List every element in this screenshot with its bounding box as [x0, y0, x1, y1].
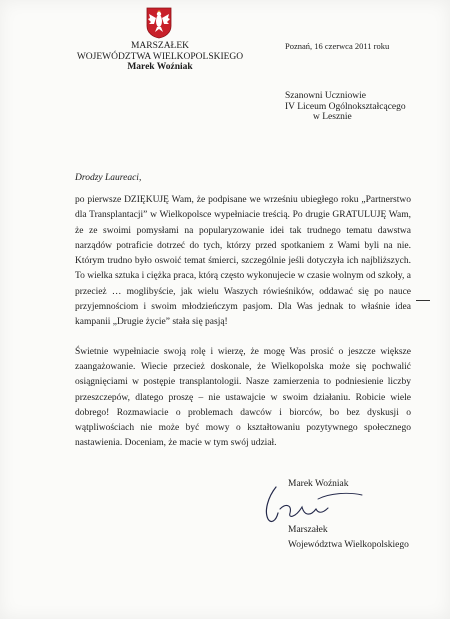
recipient-block [285, 91, 406, 123]
letter-body [75, 193, 411, 452]
letter-date: Poznań, 16 czerwca 2011 roku [285, 41, 390, 51]
recipient-line: w Lesznie [313, 112, 352, 122]
margin-mark [416, 300, 430, 301]
issuer-block [70, 41, 250, 73]
eagle-crest-icon [146, 7, 172, 39]
greeting: Drodzy Laureaci, [75, 173, 142, 183]
issuer-name: Marek Woźniak [127, 62, 193, 72]
body-paragraph: po pierwsze DZIĘKUJĘ Wam, że podpisane we wrześniu ubiegłego roku „Partnerstwo dla Transplantacji” w Wielkopolsce wypełniacie treścią. Po drugie GRATULUJĘ Wam, że ze swoimi pomysłami na popularyzowanie idei tak trudnego tematu dawstwa narządów potraficie dotrzeć do tych, którzy przed spotkaniem z Wami byli na nie. Którym trudno było oswoić temat śmierci, szczególnie jeśli dotyczyła ich najbliższych. To wielka sztuka i ciężka praca, którą często wykonujecie w czasie wolnym od szkoły, a przecież … moglibyście, jak wielu Waszych rówieśników, oddawać się po nauce przyjemnościom i swoim młodzieńczym pasjom. Dla Was jednak to właśnie idea kampanii „Drugie życie” stała się pasją! [75, 195, 411, 328]
signer-title-line: Marszałek [288, 525, 328, 535]
handwritten-signature [258, 483, 368, 527]
signer-title [288, 523, 409, 553]
signer-title-line: Województwa Wielkopolskiego [288, 540, 409, 550]
recipient-line: Szanowni Uczniowie [285, 91, 366, 101]
signer-name: Marek Woźniak [288, 479, 349, 489]
issuer-title: MARSZAŁEK [130, 41, 190, 51]
issuer-office: WOJEWÓDZTWA WIELKOPOLSKIEGO [76, 51, 244, 62]
recipient-line: IV Liceum Ogólnokształcącego [285, 101, 406, 112]
body-paragraph: Świetnie wypełniacie swoją rolę i wierzę, że mogę Was prosić o jeszcze większe zaangażowanie. Wiecie przecież doskonale, że Wielkopolska może się pochwalić osiągnięciami w postępie transplantologii. Nasze zamierzenia to podniesienie liczby przeszczepów, dlatego proszę – nie ustawajcie w swoim działaniu. Robicie wiele dobrego! Rozmawiacie o problemach dawców i biorców, bo bez dyskusji o wątpliwościach nie może być mowy o kształtowaniu pozytywnego społecznego nastawienia. Doceniam, że macie w tym swój udział. [75, 346, 411, 449]
